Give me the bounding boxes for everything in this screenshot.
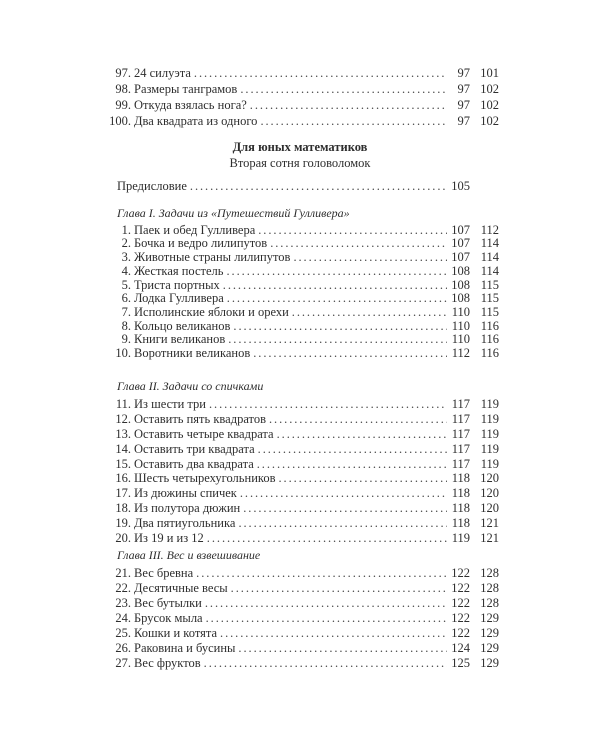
chapter-heading[interactable]: Глава I. Задачи из «Путешествий Гулливера» <box>117 206 350 220</box>
entry-page: 107 <box>451 222 470 237</box>
entry-page: 118 <box>451 486 470 501</box>
entry-page: 110 <box>451 332 470 347</box>
answer-page: 115 <box>480 291 499 306</box>
entry-page: 110 <box>451 318 470 333</box>
answer-page: 116 <box>480 346 499 361</box>
toc-entry[interactable] <box>101 97 499 113</box>
entry-number: 8. <box>121 318 131 333</box>
entry-title: Жесткая постель <box>134 263 224 278</box>
entry-title: Оставить четыре квадрата <box>134 426 274 441</box>
entry-number: 3. <box>121 250 131 265</box>
answer-page: 116 <box>480 318 499 333</box>
book-title: Для юных математиков <box>232 140 368 154</box>
dot-leader <box>228 333 447 347</box>
entry-number: 23. <box>115 596 131 610</box>
toc-entry[interactable] <box>101 320 499 334</box>
entry-title: Из шести три <box>134 396 206 411</box>
toc-entry[interactable] <box>101 265 499 279</box>
dot-leader <box>238 516 447 531</box>
entry-title: Животные страны лилипутов <box>134 250 291 265</box>
answer-page: 129 <box>480 656 499 670</box>
answer-page: 121 <box>480 516 499 531</box>
entry-title: Два квадрата из одного <box>134 114 258 128</box>
toc-entry[interactable] <box>101 501 499 516</box>
answer-page: 115 <box>480 277 499 292</box>
toc-entry[interactable] <box>101 292 499 306</box>
dot-leader <box>292 306 447 320</box>
chapter-heading[interactable]: Глава III. Вес и взвешивание <box>117 548 261 562</box>
answer-page: 120 <box>480 486 499 501</box>
entry-page: 110 <box>451 304 470 319</box>
answer-page: 119 <box>480 426 499 441</box>
entry-title: Предисловие <box>117 179 187 193</box>
entry-title: Из полутора дюжин <box>134 501 241 516</box>
chapter-2 <box>101 379 499 546</box>
toc-entry[interactable] <box>101 113 499 129</box>
entry-number: 4. <box>121 263 131 278</box>
entry-page: 107 <box>451 236 470 251</box>
toc-entry[interactable] <box>101 427 499 442</box>
entry-number: 99. <box>115 98 131 112</box>
entry-title: Раковина и бусины <box>134 641 236 655</box>
answer-page: 102 <box>480 82 499 96</box>
toc-entry[interactable] <box>101 333 499 347</box>
entry-page: 108 <box>451 277 470 292</box>
answer-page: 119 <box>480 396 499 411</box>
toc-entry[interactable] <box>101 581 499 596</box>
entry-number: 14. <box>115 441 131 456</box>
toc-entry[interactable] <box>101 237 499 251</box>
entry-number: 6. <box>121 291 131 306</box>
dot-leader <box>220 626 447 641</box>
entry-number: 9. <box>121 332 131 347</box>
entry-page: 107 <box>451 250 470 265</box>
dot-leader <box>227 292 447 306</box>
entry-page: 117 <box>451 456 470 471</box>
toc-entry[interactable] <box>101 279 499 293</box>
entry-page: 122 <box>451 596 470 610</box>
dot-leader <box>278 471 447 486</box>
answer-page: 129 <box>480 641 499 655</box>
dot-leader <box>231 581 447 596</box>
toc-entry[interactable] <box>101 471 499 486</box>
dot-leader <box>223 279 447 293</box>
answer-page: 116 <box>480 332 499 347</box>
entry-number: 20. <box>115 531 131 546</box>
entry-page: 105 <box>451 179 470 193</box>
answer-page: 119 <box>480 441 499 456</box>
entry-number: 97. <box>115 66 131 80</box>
entry-title: Оставить пять квадратов <box>134 411 266 426</box>
dot-leader <box>238 641 447 656</box>
entry-page: 97 <box>457 82 470 96</box>
answer-page: 114 <box>480 250 499 265</box>
entry-title: Воротники великанов <box>134 346 251 361</box>
dot-leader <box>207 531 447 546</box>
entry-page: 97 <box>457 66 470 80</box>
dot-leader <box>260 113 447 129</box>
toc-top-entries <box>101 65 499 129</box>
entry-title: Бочка и ведро лилипутов <box>134 236 268 251</box>
book-subtitle: Вторая сотня головоломок <box>229 156 371 170</box>
dot-leader <box>269 412 447 427</box>
entry-title: Оставить три квадрата <box>134 441 255 456</box>
answer-page: 120 <box>480 501 499 516</box>
answer-page: 121 <box>480 531 499 546</box>
entry-page: 124 <box>451 641 470 655</box>
chapter-3 <box>101 548 499 671</box>
entry-number: 100. <box>109 114 131 128</box>
entry-page: 122 <box>451 581 470 595</box>
toc-entry[interactable] <box>101 412 499 427</box>
toc-preface <box>101 179 499 194</box>
entry-page: 117 <box>451 411 470 426</box>
toc-entry[interactable] <box>101 397 499 412</box>
entry-title: Кошки и котята <box>134 626 218 640</box>
toc-entry[interactable] <box>101 626 499 641</box>
answer-page: 128 <box>480 596 499 610</box>
entry-title: Откуда взялась нога? <box>134 98 247 112</box>
entry-title: Кольцо великанов <box>134 318 231 333</box>
entry-page: 119 <box>451 531 470 546</box>
entry-number: 21. <box>115 566 131 580</box>
dot-leader <box>250 97 447 113</box>
toc-entry[interactable] <box>101 486 499 501</box>
entry-title: Книги великанов <box>134 332 226 347</box>
entry-page: 97 <box>457 98 470 112</box>
answer-page: 114 <box>480 263 499 278</box>
answer-page: 129 <box>480 611 499 625</box>
entry-title: Оставить два квадрата <box>134 456 254 471</box>
entry-title: Лодка Гулливера <box>134 291 224 306</box>
entry-number: 98. <box>115 82 131 96</box>
entry-number: 7. <box>121 304 131 319</box>
toc-entry[interactable] <box>101 65 499 81</box>
entry-number: 1. <box>121 222 131 237</box>
entry-page: 108 <box>451 291 470 306</box>
entry-number: 25. <box>115 626 131 640</box>
answer-page: 102 <box>480 114 499 128</box>
chapter-1 <box>101 207 499 361</box>
entry-title: Вес бревна <box>134 566 194 580</box>
chapter-heading[interactable]: Глава II. Задачи со спичками <box>117 379 264 393</box>
entry-title: Из 19 и из 12 <box>134 531 204 546</box>
answer-page: 102 <box>480 98 499 112</box>
dot-leader <box>227 265 448 279</box>
entry-title: Вес фруктов <box>134 656 201 670</box>
entry-number: 17. <box>115 486 131 501</box>
toc-entry[interactable] <box>101 306 499 320</box>
answer-page: 119 <box>480 456 499 471</box>
dot-leader <box>258 224 447 238</box>
entry-number: 18. <box>115 501 131 516</box>
entry-page: 118 <box>451 516 470 531</box>
dot-leader <box>209 397 447 412</box>
toc-entry[interactable] <box>101 516 499 531</box>
dot-leader <box>270 237 447 251</box>
entry-number: 19. <box>115 516 131 531</box>
dot-leader <box>205 596 447 611</box>
dot-leader <box>293 251 447 265</box>
answer-page: 120 <box>480 471 499 486</box>
dot-leader <box>240 486 447 501</box>
entry-number: 24. <box>115 611 131 625</box>
entry-title: 24 силуэта <box>134 66 191 80</box>
dot-leader <box>190 179 447 194</box>
toc-entry[interactable] <box>101 641 499 656</box>
entry-page: 97 <box>457 114 470 128</box>
toc-entry-preface[interactable] <box>101 179 499 194</box>
entry-title: Триста портных <box>134 277 220 292</box>
entry-page: 118 <box>451 471 470 486</box>
toc-entry[interactable] <box>101 596 499 611</box>
toc-entry[interactable] <box>101 531 499 546</box>
entry-title: Десятичные весы <box>134 581 228 595</box>
entry-number: 5. <box>121 277 131 292</box>
toc-entry[interactable] <box>101 442 499 457</box>
entry-title: Исполинские яблоки и орехи <box>134 304 289 319</box>
entry-title: Размеры танграмов <box>134 82 238 96</box>
answer-page: 114 <box>480 236 499 251</box>
toc-entry[interactable] <box>101 611 499 626</box>
toc-entry[interactable] <box>101 347 499 361</box>
entry-title: Брусок мыла <box>134 611 203 625</box>
entry-page: 117 <box>451 396 470 411</box>
entry-page: 122 <box>451 566 470 580</box>
toc-entry[interactable] <box>101 457 499 472</box>
dot-leader <box>277 427 447 442</box>
dot-leader <box>233 320 447 334</box>
entry-title: Шесть четырехугольников <box>134 471 276 486</box>
entry-number: 22. <box>115 581 131 595</box>
dot-leader <box>258 442 447 457</box>
entry-number: 2. <box>121 236 131 251</box>
dot-leader <box>240 81 447 97</box>
entry-page: 112 <box>451 346 470 361</box>
dot-leader <box>243 501 447 516</box>
answer-page: 101 <box>480 66 499 80</box>
entry-title: Из дюжины спичек <box>134 486 237 501</box>
answer-page: 112 <box>480 222 499 237</box>
toc-entry[interactable] <box>101 81 499 97</box>
dot-leader <box>196 566 447 581</box>
entry-number: 11. <box>115 396 131 411</box>
entry-page: 118 <box>451 501 470 516</box>
dot-leader <box>206 611 447 626</box>
entry-page: 117 <box>451 441 470 456</box>
dot-leader <box>257 457 447 472</box>
entry-title: Вес бутылки <box>134 596 202 610</box>
answer-page: 115 <box>480 304 499 319</box>
toc-entry[interactable] <box>101 251 499 265</box>
dot-leader <box>194 65 447 81</box>
entry-title: Два пятиугольника <box>134 516 236 531</box>
dot-leader <box>204 656 447 671</box>
entry-page: 122 <box>451 626 470 640</box>
entry-number: 15. <box>115 456 131 471</box>
entry-page: 117 <box>451 426 470 441</box>
answer-page: 129 <box>480 626 499 640</box>
answer-page: 119 <box>480 411 499 426</box>
dot-leader <box>253 347 447 361</box>
answer-page: 128 <box>480 566 499 580</box>
entry-title: Паек и обед Гулливера <box>134 222 256 237</box>
toc-entry[interactable] <box>101 224 499 238</box>
entry-page: 125 <box>451 656 470 670</box>
answer-page: 128 <box>480 581 499 595</box>
entry-number: 16. <box>115 471 131 486</box>
entry-number: 27. <box>115 656 131 670</box>
toc-entry[interactable] <box>101 566 499 581</box>
entry-number: 10. <box>115 346 131 361</box>
entry-page: 108 <box>451 263 470 278</box>
entry-number: 13. <box>115 426 131 441</box>
entry-page: 122 <box>451 611 470 625</box>
entry-number: 26. <box>115 641 131 655</box>
toc-entry[interactable] <box>101 656 499 671</box>
entry-number: 12. <box>115 411 131 426</box>
